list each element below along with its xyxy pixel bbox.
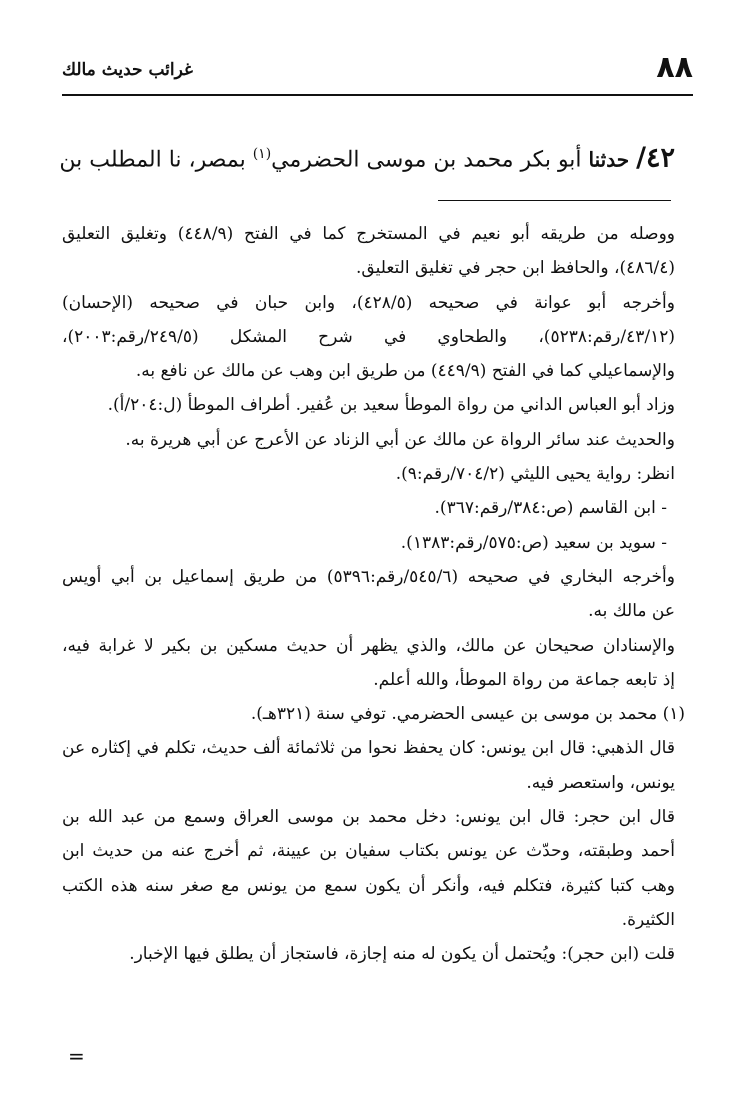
note-line: (٤٨٦/٤)، والحافظ ابن حجر في تغليق التعليق. <box>356 258 675 279</box>
note-line: أحمد وطبقته، وحدّث عن يونس بكتاب سفيان بن عيينة، ثم أخرج عنه من حديث ابن <box>62 841 675 862</box>
note-line: وزاد أبو العباس الداني من رواة الموطأ سعيد بن عُفير. أطراف الموطأ (ل:٢٠٤/أ). <box>107 395 675 416</box>
hadith-text-before-ref: أبو بكر محمد بن موسى الحضرمي <box>271 147 582 173</box>
note-line: عن مالك به. <box>588 601 675 622</box>
note-line: وهب كتبا كثيرة، فتكلم فيه، وأنكر أن يكون سمع من يونس مع صغر سنه هذه الكتب <box>62 875 675 896</box>
running-title: غرائب حديث مالك <box>62 60 193 80</box>
footnote-reference: (١) <box>252 146 272 162</box>
footnote-separator <box>438 200 671 201</box>
note-line: - سويد بن سعيد (ص:٥٧٥/رقم:١٣٨٣). <box>400 532 667 553</box>
page-number: ٨٨ <box>656 50 693 85</box>
note-line: والإسماعيلي كما في الفتح (٤٤٩/٩) من طريق ابن وهب عن مالك عن نافع به. <box>135 361 675 382</box>
footnotes-block <box>62 217 685 972</box>
note-line: قلت (ابن حجر): ويُحتمل أن يكون له منه إجازة، فاستجاز أن يطلق فيها الإخبار. <box>129 944 675 965</box>
hadith-number: ٤٢/ <box>636 142 675 174</box>
running-header <box>62 52 693 96</box>
note-line: وأخرجه البخاري في صحيحه (٥٤٥/٦/رقم:٥٣٩٦) من طريق إسماعيل بن أبي أويس <box>62 566 675 587</box>
isnad-opener: حدثنا <box>588 147 630 172</box>
note-line: قال الذهبي: قال ابن يونس: كان يحفظ نحوا من ثلاثمائة ألف حديث، تكلم في إكثاره عن <box>62 738 675 759</box>
note-line: - ابن القاسم (ص:٣٨٤/رقم:٣٦٧). <box>434 498 667 519</box>
note-line: (١) محمد بن موسى بن عيسى الحضرمي. توفي سنة (٣٢١هـ). <box>250 704 685 725</box>
hadith-heading-line <box>59 132 675 182</box>
note-line: قال ابن حجر: قال ابن يونس: دخل محمد بن موسى العراق وسمع من عبد الله بن <box>62 807 675 828</box>
note-line: إذ تابعه جماعة من رواة الموطأ، والله أعلم. <box>373 669 675 690</box>
note-line: الكثيرة. <box>621 909 675 930</box>
page-end-mark: = <box>68 1044 85 1068</box>
note-line: والحديث عند سائر الرواة عن مالك عن أبي الزناد عن الأعرج عن أبي هريرة به. <box>125 429 675 450</box>
note-line: وأخرجه أبو عوانة في صحيحه (٤٢٨/٥)، وابن حبان في صحيحه (الإحسان) <box>62 292 675 313</box>
note-line: والإسنادان صحيحان عن مالك، والذي يظهر أن حديث مسكين بن بكير لا غرابة فيه، <box>62 635 675 656</box>
note-line: ووصله من طريقه أبو نعيم في المستخرج كما في الفتح (٤٤٨/٩) وتغليق التعليق <box>62 224 675 244</box>
note-line: انظر: رواية يحيى الليثي (٧٠٤/٢/رقم:٩). <box>395 464 675 485</box>
note-line: (٤٣/١٢/رقم:٥٢٣٨)، والطحاوي في شرح المشكل (٢٤٩/٥/رقم:٢٠٠٣)، <box>62 326 675 347</box>
note-line: يونس، واستعصر فيه. <box>526 772 675 793</box>
hadith-text-after-ref: بمصر، نا المطلب بن <box>59 147 253 173</box>
